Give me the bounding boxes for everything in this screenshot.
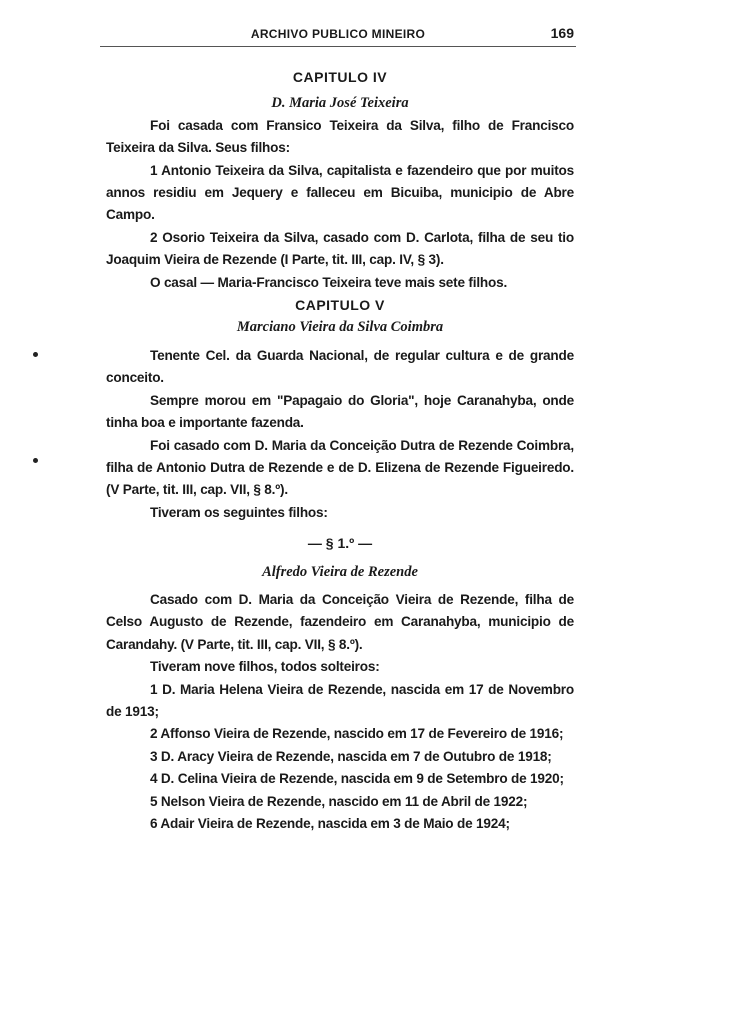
chapter-subheading: D. Maria José Teixeira [271,95,409,112]
list-item: 2 Affonso Vieira de Rezende, nascido em 17 de Fevereiro de 1916; [150,726,564,742]
page-number: 169 [550,25,574,41]
paragraph: Foi casado com D. Maria da Conceição Dutra de Rezende Coimbra, filha de Antonio Dutra de Rezende e de D. Elizena de Rezende Figueiredo. (V Parte, tit. III, cap. VII, § 8.º). [106,437,574,498]
paragraph: O casal — Maria-Francisco Teixeira teve mais sete filhos. [150,274,508,290]
running-title: ARCHIVO PUBLICO MINEIRO [250,27,426,41]
list-item: 1 D. Maria Helena Vieira de Rezende, nascida em 17 de Novembro de 1913; [106,681,574,719]
paragraph: Tiveram nove filhos, todos solteiros: [150,659,380,675]
section-subheading: Alfredo Vieira de Rezende [262,563,418,580]
paragraph: Tenente Cel. da Guarda Nacional, de regular cultura e de grande conceito. [106,347,574,386]
chapter-heading: CAPITULO IV [292,69,388,85]
chapter-heading: CAPITULO V [295,297,385,314]
paragraph: 2 Osorio Teixeira da Silva, casado com D. Carlota, filha de seu tio Joaquim Vieira de Rezende (I Parte, tit. III, cap. IV, § 3). [106,229,574,268]
spacer [106,524,574,530]
running-header [100,24,576,47]
margin-dot-1 [33,352,38,357]
margin-dot-2 [33,458,38,463]
paragraph: Foi casada com Fransico Teixeira da Silva, filho de Francisco Teixeira da Silva. Seus filhos: [106,117,574,156]
paragraph: Sempre morou em "Papagaio do Gloria", hoje Caranahyba, onde tinha boa e importante fazenda. [106,392,574,431]
section-mark: — § 1.º — [307,535,373,552]
paragraph: 1 Antonio Teixeira da Silva, capitalista e fazendeiro que por muitos annos residiu em Jequery e falleceu em Bicuiba, municipio de Abre Campo. [106,162,574,223]
paragraph: Casado com D. Maria da Conceição Vieira de Rezende, filha de Celso Augusto de Rezende, fazendeiro em Caranahyba, municipio de Carandahy. (V Parte, tit. III, cap. VII, § 8.º). [106,591,574,652]
list-item: 4 D. Celina Vieira de Rezende, nascida em 9 de Setembro de 1920; [150,771,564,787]
list-item: 6 Adair Vieira de Rezende, nascida em 3 de Maio de 1924; [150,816,510,831]
paragraph: Tiveram os seguintes filhos: [150,504,328,520]
chapter-subheading: Marciano Vieira da Silva Coimbra [236,319,444,336]
list-item: 3 D. Aracy Vieira de Rezende, nascida em 7 de Outubro de 1918; [150,748,552,764]
list-item: 5 Nelson Vieira de Rezende, nascido em 11 de Abril de 1922; [150,793,528,809]
page-body [106,60,574,835]
